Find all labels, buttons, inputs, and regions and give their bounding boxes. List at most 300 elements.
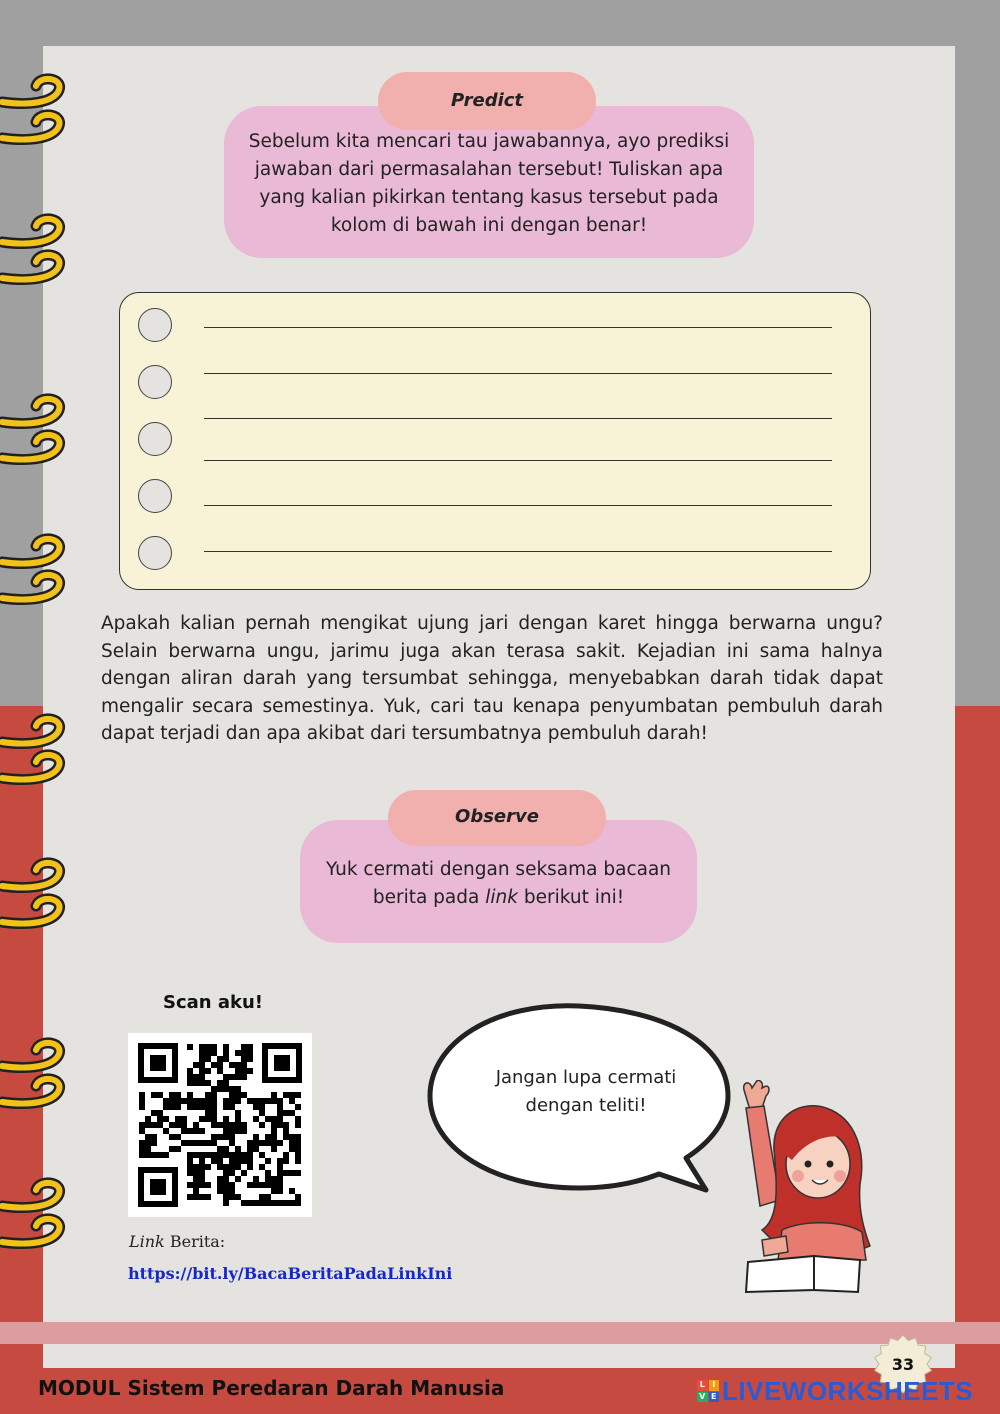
qr-module xyxy=(169,1134,175,1140)
qr-module xyxy=(217,1086,223,1092)
qr-module xyxy=(259,1110,265,1116)
qr-module xyxy=(265,1194,271,1200)
qr-module xyxy=(235,1116,241,1122)
qr-module xyxy=(229,1188,235,1194)
qr-module xyxy=(193,1152,199,1158)
qr-module xyxy=(163,1152,169,1158)
qr-module xyxy=(271,1128,277,1134)
qr-module xyxy=(247,1182,253,1188)
predict-text: Sebelum kita mencari tau jawabannya, ayo prediksi jawaban dari permasalahan tersebut! Tuliskan apa yang kalian pikirkan tentang kasus tersebut pada kolom di bawah ini dengan benar! xyxy=(248,131,730,236)
qr-module xyxy=(199,1104,205,1110)
qr-module xyxy=(223,1098,229,1104)
qr-module xyxy=(151,1140,157,1146)
qr-module xyxy=(211,1158,217,1164)
qr-module xyxy=(283,1152,289,1158)
qr-module xyxy=(205,1110,211,1116)
qr-module xyxy=(193,1122,199,1128)
qr-module xyxy=(187,1164,193,1170)
qr-module xyxy=(229,1182,235,1188)
qr-module xyxy=(205,1116,211,1122)
qr-module xyxy=(205,1068,211,1074)
qr-module xyxy=(169,1122,175,1128)
qr-module xyxy=(277,1182,283,1188)
qr-module xyxy=(283,1158,289,1164)
qr-module xyxy=(253,1098,259,1104)
qr-module xyxy=(295,1140,301,1146)
qr-module xyxy=(199,1116,205,1122)
qr-module xyxy=(199,1068,205,1074)
qr-module xyxy=(163,1098,169,1104)
qr-module xyxy=(157,1110,163,1116)
qr-module xyxy=(175,1104,181,1110)
qr-module xyxy=(241,1062,247,1068)
qr-module xyxy=(265,1098,271,1104)
qr-module xyxy=(181,1128,187,1134)
qr-module xyxy=(265,1134,271,1140)
qr-module xyxy=(217,1122,223,1128)
qr-module xyxy=(259,1140,265,1146)
brand-text: LIVEWORKSHEETS xyxy=(722,1375,974,1406)
qr-module xyxy=(247,1050,253,1056)
qr-module xyxy=(205,1104,211,1110)
qr-module xyxy=(205,1098,211,1104)
qr-module xyxy=(265,1158,271,1164)
qr-module xyxy=(253,1104,259,1110)
module-title: MODUL Sistem Peredaran Darah Manusia xyxy=(38,1376,505,1400)
qr-module xyxy=(295,1116,301,1122)
qr-module xyxy=(199,1170,205,1176)
qr-module xyxy=(217,1080,223,1086)
qr-module xyxy=(271,1182,277,1188)
qr-module xyxy=(187,1092,193,1098)
spiral-ring-icon xyxy=(0,392,78,476)
qr-module xyxy=(169,1104,175,1110)
qr-module xyxy=(235,1074,241,1080)
liveworksheets-brand[interactable] xyxy=(697,1376,973,1406)
qr-module xyxy=(211,1092,217,1098)
qr-module xyxy=(223,1050,229,1056)
qr-module xyxy=(295,1200,301,1206)
qr-module xyxy=(277,1110,283,1116)
qr-module xyxy=(211,1062,217,1068)
qr-module xyxy=(211,1152,217,1158)
answer-line[interactable] xyxy=(204,551,832,552)
qr-module xyxy=(241,1050,247,1056)
qr-module xyxy=(289,1134,295,1140)
answer-line[interactable] xyxy=(204,460,832,461)
qr-module xyxy=(187,1152,193,1158)
qr-module xyxy=(223,1182,229,1188)
qr-module xyxy=(223,1176,229,1182)
qr-module xyxy=(289,1146,295,1152)
qr-module xyxy=(187,1182,193,1188)
qr-module xyxy=(187,1044,193,1050)
qr-module xyxy=(199,1098,205,1104)
qr-module xyxy=(211,1086,217,1092)
qr-module xyxy=(223,1134,229,1140)
scan-label: Scan aku! xyxy=(163,992,264,1013)
spiral-ring-icon xyxy=(0,1176,78,1260)
qr-module xyxy=(199,1176,205,1182)
qr-module xyxy=(229,1152,235,1158)
qr-module xyxy=(199,1044,205,1050)
qr-module xyxy=(199,1164,205,1170)
qr-module xyxy=(175,1134,181,1140)
qr-module xyxy=(205,1152,211,1158)
qr-module xyxy=(235,1128,241,1134)
qr-module xyxy=(229,1092,235,1098)
qr-module xyxy=(241,1068,247,1074)
qr-module xyxy=(265,1170,271,1176)
link-label-rest: Berita: xyxy=(164,1232,226,1251)
qr-module xyxy=(277,1164,283,1170)
qr-module xyxy=(229,1134,235,1140)
qr-module xyxy=(193,1104,199,1110)
qr-module xyxy=(199,1062,205,1068)
qr-module xyxy=(235,1110,241,1116)
qr-module xyxy=(223,1188,229,1194)
qr-module xyxy=(223,1152,229,1158)
spiral-ring-icon xyxy=(0,532,78,616)
qr-module xyxy=(181,1098,187,1104)
qr-module xyxy=(277,1170,283,1176)
qr-module xyxy=(217,1152,223,1158)
qr-module xyxy=(229,1158,235,1164)
logo-letter: V xyxy=(697,1392,708,1403)
observe-text xyxy=(318,856,679,912)
qr-module xyxy=(265,1200,271,1206)
qr-module xyxy=(211,1140,217,1146)
qr-module xyxy=(139,1092,145,1098)
qr-module xyxy=(145,1140,151,1146)
qr-module xyxy=(271,1134,277,1140)
qr-module xyxy=(259,1104,265,1110)
qr-module xyxy=(199,1050,205,1056)
qr-module xyxy=(211,1104,217,1110)
qr-module xyxy=(187,1104,193,1110)
qr-module xyxy=(247,1152,253,1158)
qr-module xyxy=(259,1098,265,1104)
observe-text-before: Yuk cermati dengan seksama bacaan berita pada xyxy=(325,859,672,908)
qr-module xyxy=(229,1140,235,1146)
qr-module xyxy=(175,1092,181,1098)
qr-module xyxy=(229,1194,235,1200)
qr-module xyxy=(289,1188,295,1194)
qr-module xyxy=(247,1200,253,1206)
qr-module xyxy=(223,1104,229,1110)
qr-module xyxy=(271,1092,277,1098)
qr-module xyxy=(253,1134,259,1140)
qr-module xyxy=(199,1152,205,1158)
qr-module xyxy=(145,1122,151,1128)
qr-module xyxy=(169,1098,175,1104)
qr-module xyxy=(253,1182,259,1188)
qr-module xyxy=(193,1140,199,1146)
spiral-ring-icon xyxy=(0,1036,78,1120)
qr-module xyxy=(295,1194,301,1200)
qr-module xyxy=(193,1062,199,1068)
qr-module xyxy=(259,1194,265,1200)
qr-module xyxy=(229,1062,235,1068)
qr-module xyxy=(223,1128,229,1134)
qr-module xyxy=(205,1050,211,1056)
qr-module xyxy=(217,1188,223,1194)
qr-module xyxy=(235,1068,241,1074)
qr-module xyxy=(283,1092,289,1098)
spiral-ring-icon xyxy=(0,72,78,156)
qr-module xyxy=(235,1062,241,1068)
qr-module xyxy=(295,1158,301,1164)
predict-label-text: Predict xyxy=(450,90,524,111)
qr-module xyxy=(241,1074,247,1080)
qr-module xyxy=(187,1158,193,1164)
qr-module xyxy=(247,1140,253,1146)
qr-module xyxy=(289,1200,295,1206)
qr-module xyxy=(253,1146,259,1152)
qr-module xyxy=(295,1122,301,1128)
footer-band xyxy=(0,1322,1000,1344)
observe-text-italic: link xyxy=(485,887,518,908)
qr-module xyxy=(253,1200,259,1206)
qr-module xyxy=(223,1164,229,1170)
qr-module xyxy=(289,1098,295,1104)
qr-module xyxy=(205,1194,211,1200)
notebook-hole xyxy=(138,479,172,513)
qr-module xyxy=(295,1104,301,1110)
qr-module xyxy=(175,1146,181,1152)
qr-module xyxy=(211,1116,217,1122)
qr-module xyxy=(199,1128,205,1134)
qr-module xyxy=(199,1056,205,1062)
qr-module xyxy=(151,1134,157,1140)
qr-module xyxy=(235,1194,241,1200)
qr-module xyxy=(271,1146,277,1152)
qr-module xyxy=(247,1068,253,1074)
qr-module xyxy=(283,1110,289,1116)
qr-module xyxy=(283,1122,289,1128)
qr-module xyxy=(181,1116,187,1122)
news-link[interactable]: https://bit.ly/BacaBeritaPadaLinkIni xyxy=(128,1264,453,1283)
qr-module xyxy=(229,1122,235,1128)
qr-module xyxy=(241,1152,247,1158)
qr-module xyxy=(277,1176,283,1182)
qr-module xyxy=(289,1110,295,1116)
qr-module xyxy=(241,1158,247,1164)
qr-module xyxy=(247,1146,253,1152)
qr-module xyxy=(259,1164,265,1170)
qr-module xyxy=(157,1116,163,1122)
page-number: 33 xyxy=(891,1355,915,1374)
qr-module xyxy=(187,1140,193,1146)
link-label xyxy=(129,1232,225,1251)
qr-module xyxy=(241,1092,247,1098)
qr-module xyxy=(223,1170,229,1176)
qr-module xyxy=(199,1074,205,1080)
qr-module xyxy=(139,1098,145,1104)
qr-module xyxy=(151,1110,157,1116)
qr-module xyxy=(187,1068,193,1074)
qr-module xyxy=(265,1176,271,1182)
qr-module xyxy=(139,1152,145,1158)
qr-module xyxy=(223,1146,229,1152)
qr-module xyxy=(241,1056,247,1062)
qr-module xyxy=(283,1128,289,1134)
qr-module xyxy=(163,1128,169,1134)
girl-reading-illustration xyxy=(722,1080,872,1295)
qr-module xyxy=(229,1086,235,1092)
qr-module xyxy=(259,1182,265,1188)
qr-module xyxy=(223,1122,229,1128)
answer-box[interactable] xyxy=(119,292,871,590)
qr-module xyxy=(199,1158,205,1164)
qr-module xyxy=(247,1056,253,1062)
qr-module xyxy=(223,1056,229,1062)
observe-label xyxy=(388,790,606,846)
qr-module xyxy=(217,1146,223,1152)
qr-module xyxy=(295,1134,301,1140)
qr-module xyxy=(157,1152,163,1158)
qr-module xyxy=(241,1200,247,1206)
qr-module xyxy=(229,1128,235,1134)
qr-module xyxy=(217,1056,223,1062)
logo-letter: L xyxy=(697,1380,708,1391)
qr-module xyxy=(217,1182,223,1188)
qr-module xyxy=(157,1092,163,1098)
qr-module xyxy=(223,1200,229,1206)
intro-paragraph: Apakah kalian pernah mengikat ujung jari dengan karet hingga berwarna ungu? Selain berwarna ungu, jarimu juga akan terasa sakit. Kejadian ini sama halnya dengan aliran darah yang tersumbat sehingga, menyebabkan darah tidak dapat mengalir secara semestinya. Yuk, cari tau kenapa penyumbatan pembuluh darah dapat terjadi dan apa akibat dari tersumbatnya pembuluh darah! xyxy=(101,613,883,744)
qr-module xyxy=(235,1152,241,1158)
qr-module xyxy=(253,1176,259,1182)
qr-module xyxy=(253,1116,259,1122)
qr-module xyxy=(211,1098,217,1104)
qr-module xyxy=(295,1146,301,1152)
qr-module xyxy=(253,1140,259,1146)
qr-module xyxy=(265,1116,271,1122)
qr-module xyxy=(139,1104,145,1110)
notebook-hole xyxy=(138,308,172,342)
qr-module xyxy=(241,1128,247,1134)
qr-module xyxy=(163,1104,169,1110)
qr-module xyxy=(187,1074,193,1080)
qr-module xyxy=(175,1116,181,1122)
answer-line[interactable] xyxy=(204,505,832,506)
qr-module xyxy=(277,1200,283,1206)
qr-module xyxy=(211,1044,217,1050)
qr-module xyxy=(271,1200,277,1206)
qr-module xyxy=(211,1134,217,1140)
qr-module xyxy=(217,1068,223,1074)
qr-module xyxy=(205,1056,211,1062)
qr-module xyxy=(289,1170,295,1176)
qr-code[interactable] xyxy=(128,1033,312,1217)
qr-module xyxy=(205,1182,211,1188)
qr-module xyxy=(187,1128,193,1134)
spiral-ring-icon xyxy=(0,212,78,296)
qr-module xyxy=(271,1098,277,1104)
qr-module xyxy=(145,1116,151,1122)
qr-code-graphic xyxy=(128,1033,312,1217)
qr-module xyxy=(229,1098,235,1104)
qr-module xyxy=(205,1140,211,1146)
qr-module xyxy=(145,1152,151,1158)
qr-module xyxy=(241,1122,247,1128)
qr-module xyxy=(205,1164,211,1170)
observe-label-text: Observe xyxy=(455,806,539,827)
qr-module xyxy=(223,1044,229,1050)
qr-module xyxy=(169,1146,175,1152)
qr-module xyxy=(193,1188,199,1194)
qr-module xyxy=(271,1122,277,1128)
qr-module xyxy=(211,1110,217,1116)
qr-module xyxy=(163,1116,169,1122)
qr-module xyxy=(193,1098,199,1104)
qr-module xyxy=(289,1092,295,1098)
qr-module xyxy=(223,1074,229,1080)
qr-module xyxy=(151,1092,157,1098)
notebook-hole xyxy=(138,422,172,456)
qr-module xyxy=(277,1098,283,1104)
qr-module xyxy=(187,1080,193,1086)
qr-module xyxy=(193,1128,199,1134)
qr-module xyxy=(181,1140,187,1146)
qr-module xyxy=(193,1176,199,1182)
qr-module xyxy=(199,1194,205,1200)
qr-module xyxy=(229,1164,235,1170)
qr-module xyxy=(187,1194,193,1200)
qr-module xyxy=(193,1182,199,1188)
qr-module xyxy=(193,1194,199,1200)
qr-module xyxy=(145,1146,151,1152)
answer-line[interactable] xyxy=(204,327,832,328)
qr-module xyxy=(295,1092,301,1098)
qr-module xyxy=(211,1122,217,1128)
qr-module xyxy=(277,1158,283,1164)
qr-module xyxy=(139,1122,145,1128)
qr-module xyxy=(193,1080,199,1086)
qr-module xyxy=(289,1140,295,1146)
qr-module xyxy=(265,1182,271,1188)
qr-module xyxy=(139,1140,145,1146)
qr-module xyxy=(283,1170,289,1176)
qr-module xyxy=(151,1152,157,1158)
qr-module xyxy=(217,1158,223,1164)
answer-line[interactable] xyxy=(204,373,832,374)
qr-module xyxy=(235,1086,241,1092)
qr-module xyxy=(139,1128,145,1134)
qr-module xyxy=(217,1062,223,1068)
qr-module xyxy=(283,1134,289,1140)
qr-module xyxy=(211,1050,217,1056)
qr-module xyxy=(217,1134,223,1140)
qr-module xyxy=(235,1092,241,1098)
qr-module xyxy=(247,1158,253,1164)
qr-module xyxy=(277,1122,283,1128)
speech-text: Jangan lupa cermati dengan teliti! xyxy=(495,1067,677,1116)
qr-module xyxy=(277,1140,283,1146)
qr-module xyxy=(205,1092,211,1098)
answer-line[interactable] xyxy=(204,418,832,419)
qr-module xyxy=(193,1074,199,1080)
qr-module xyxy=(199,1182,205,1188)
qr-module xyxy=(235,1146,241,1152)
qr-module xyxy=(259,1152,265,1158)
link-label-italic: Link xyxy=(129,1232,165,1251)
qr-module xyxy=(235,1176,241,1182)
qr-module xyxy=(271,1116,277,1122)
notebook-hole xyxy=(138,365,172,399)
qr-module xyxy=(217,1164,223,1170)
qr-module xyxy=(229,1104,235,1110)
